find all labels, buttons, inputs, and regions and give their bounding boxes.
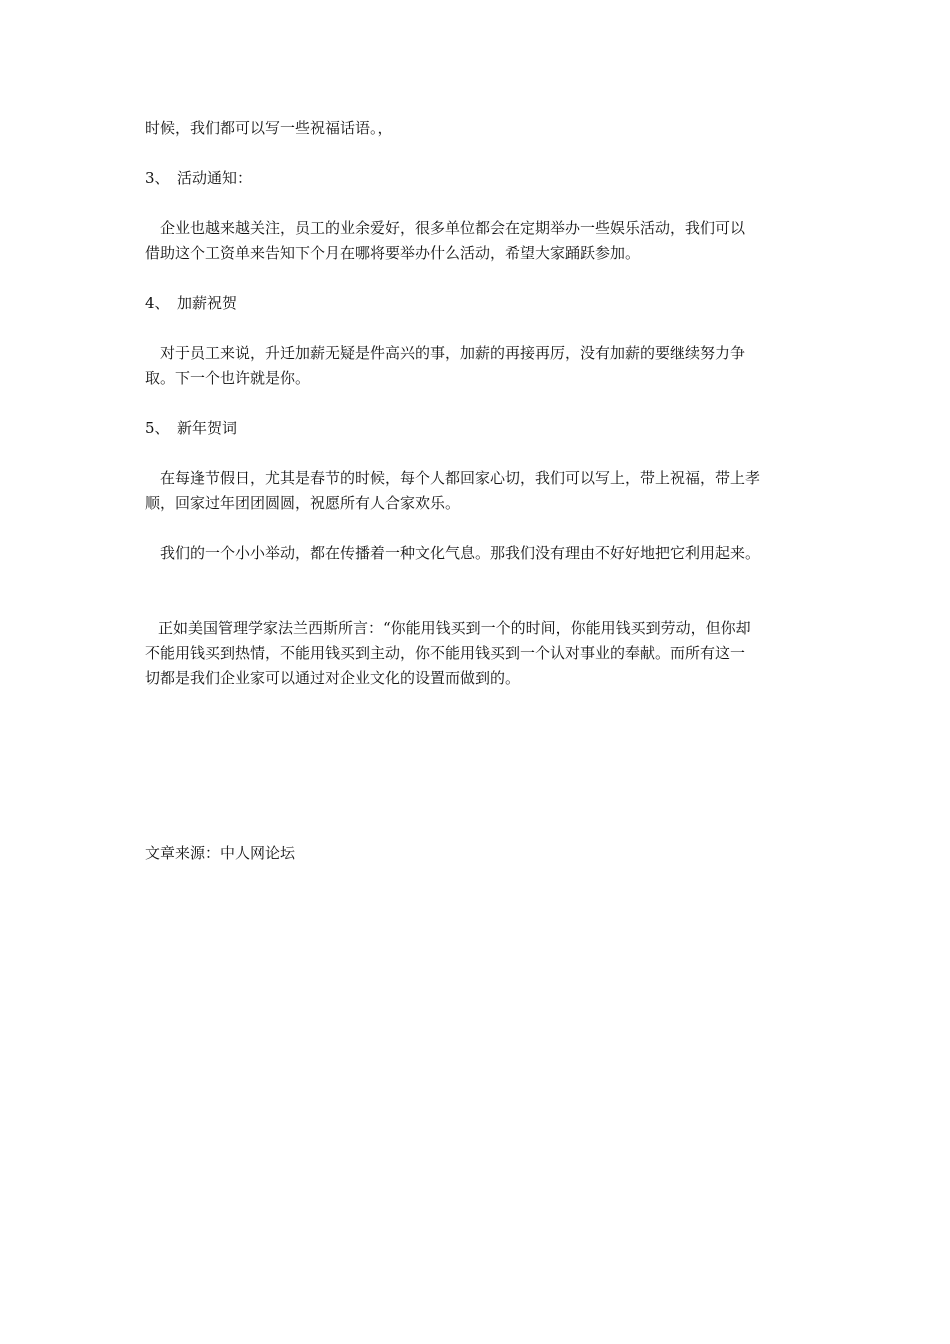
paragraph-line: 企业也越来越关注，员工的业余爱好，很多单位都会在定期举办一些娱乐活动，我们可以 [160,219,746,237]
paragraph-line: 对于员工来说，升迁加薪无疑是件高兴的事，加薪的再接再厉，没有加薪的要继续努力争 [160,344,746,362]
paragraph-line: 时候，我们都可以写一些祝福话语。， [145,119,393,137]
section-heading: 4、 加薪祝贺 [145,294,238,312]
paragraph-line: 取。下一个也许就是你。 [145,369,311,387]
paragraph-line: 顺，回家过年团团圆圆，祝愿所有人合家欢乐。 [145,494,461,512]
paragraph-line: 我们的一个小小举动，都在传播着一种文化气息。那我们没有理由不好好地把它利用起来。 [160,544,761,562]
quote-line: 正如美国管理学家法兰西斯所言：“你能用钱买到一个的时间，你能用钱买到劳动，但你却 [158,619,751,637]
paragraph-line: 在每逢节假日，尤其是春节的时候，每个人都回家心切，我们可以写上，带上祝福，带上孝 [160,469,761,487]
section-heading: 5、 新年贺词 [145,419,238,437]
article-source: 文章来源：中人网论坛 [145,844,296,862]
paragraph-line: 借助这个工资单来告知下个月在哪将要举办什么活动，希望大家踊跃参加。 [145,244,641,262]
quote-line: 切都是我们企业家可以通过对企业文化的设置而做到的。 [145,669,521,687]
quote-line: 不能用钱买到热情，不能用钱买到主动，你不能用钱买到一个认对事业的奉献。而所有这一 [145,644,746,662]
section-heading: 3、 活动通知： [145,169,253,187]
